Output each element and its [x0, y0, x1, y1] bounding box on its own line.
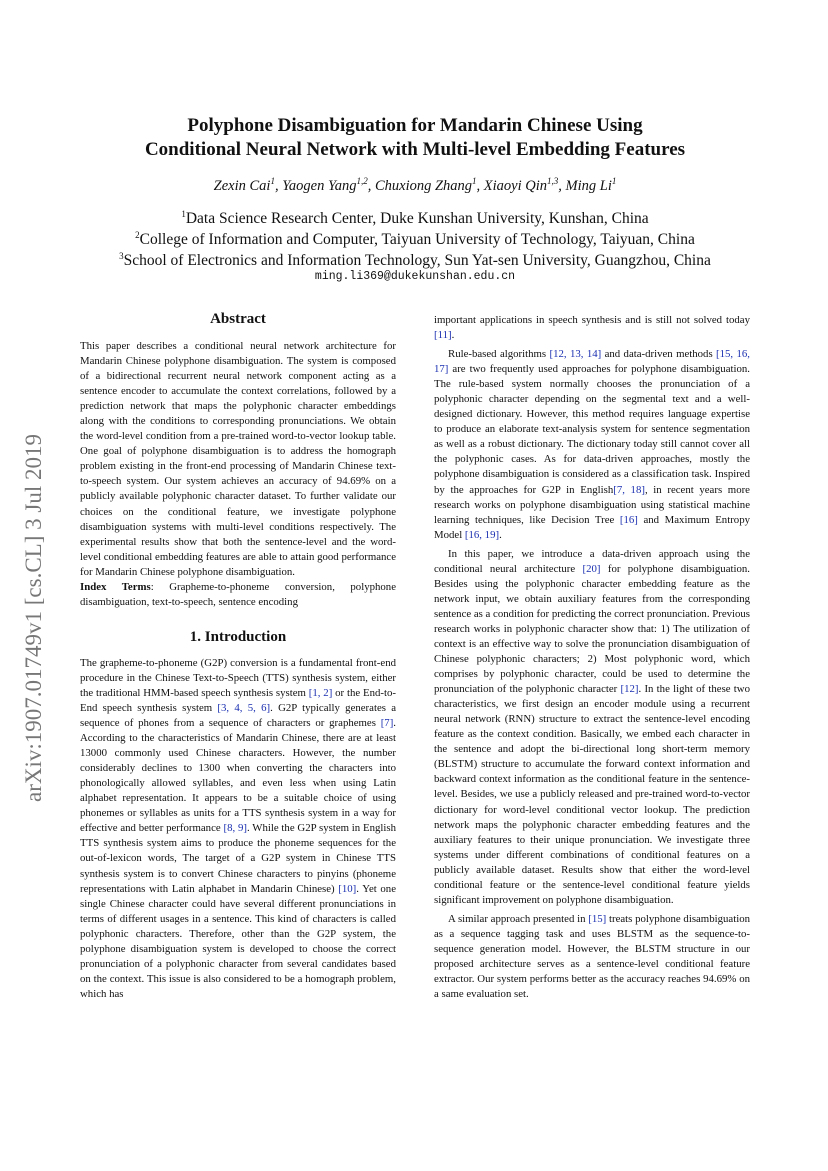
author: Chuxiong Zhang$^1$ — [374, 176, 477, 194]
intro-paragraph-2: Rule-based algorithms [12, 13, 14] and data-driven methods [15, 16, 17] are two frequently used approaches for polyphone disambiguation. The rule-based system normally chooses the pronunciation of a polyphonic character depending on the segmental text and a well-designed dictionary. However, this method requires language expertise to produce an elaborate text-analysis system for sentence segmentation as well as a robust dictionary. The dictionary today still cannot cover all the polyphonic cases. As for data-driven approaches, mostly the polyphone disambiguation is considered as a classification task. Inspired by the approaches for G2P in English[7, 18], in recent years more research works on polyphone disambiguation using statistical machine learning techniques, like Decision Tree [16] and Maximum Entropy Model [16, 19]. — [434, 348, 750, 541]
title-line-2: Conditional Neural Network with Multi-level Embedding Features — [144, 139, 686, 160]
contact-email: ming.li369@dukekunshan.edu.cn — [314, 270, 516, 283]
affiliation: $^3$School of Electronics and Information Technology, Sun Yat-sen University, Guangzhou, China — [119, 250, 711, 269]
index-terms-label: Index Terms — [80, 580, 151, 593]
citation-link[interactable]: [20] — [582, 562, 601, 575]
citation-link[interactable]: [7, 18] — [613, 483, 645, 496]
author: Ming Li$^1$ — [565, 176, 617, 194]
author: Yaogen Yang$^{1,2}$ — [282, 176, 368, 194]
introduction-heading: 1. Introduction — [189, 628, 287, 645]
citation-link[interactable]: [7] — [380, 717, 394, 730]
author-list: Zexin Cai$^1$, Yaogen Yang$^{1,2}$, Chuxiong Zhang$^1$, Xiaoyi Qin$^{1,3}$, Ming Li$^1$ — [213, 176, 617, 194]
citation-link[interactable]: [12] — [620, 683, 639, 696]
author: Zexin Cai$^1$ — [213, 176, 275, 194]
citation-link[interactable]: [15] — [588, 912, 607, 925]
author: Xiaoyi Qin$^{1,3}$ — [483, 176, 559, 194]
abstract-text: This paper describes a conditional neural network architecture for Mandarin Chinese polyphone disambiguation. The system is composed of a bidirectional recurrent neural network component acting as a sentence encoder to accumulate the context correlations, followed by a prediction network that maps the polyphonic character embeddings along with the conditions to corresponding pronunciations. We obtain the word-level condition from a pre-trained word-to-vector lookup table. One goal of polyphone disambiguation is to address the homograph problem existing in the front-end processing of Mandarin Chinese text-to-speech system. Our system achieves an accuracy of 94.69% on a publicly available polyphonic character dataset. To further validate our choices on the conditional feature, we investigate polyphone disambiguation systems with multi-level conditions respectively. The experimental results show that both the sentence-level and the word-level conditional embedding features are able to attain good performance for Mandarin Chinese polyphone disambiguation. — [80, 340, 396, 578]
citation-link[interactable]: [3, 4, 5, 6] — [217, 701, 271, 714]
index-terms — [80, 580, 396, 610]
affiliation: $^2$College of Information and Computer, Taiyuan University of Technology, Taiyuan, China — [135, 229, 695, 248]
citation-link[interactable]: [16] — [619, 513, 638, 526]
title-line-1: Polyphone Disambiguation for Mandarin Chinese Using — [187, 115, 643, 136]
citation-link[interactable]: [12, 13, 14] — [549, 348, 602, 361]
citation-link[interactable]: [16, 19] — [464, 528, 500, 541]
intro-paragraph-1: The grapheme-to-phoneme (G2P) conversion is a fundamental front-end procedure in the Chinese Text-to-Speech (TTS) synthesis system, either the traditional HMM-based speech synthesis system [1, 2] or the End-to-End speech synthesis system [3, 4, 5, 6]. G2P typically generates a sequence of phones from a sequence of characters or graphemes [7]. According to the characteristics of Mandarin Chinese, there are at least 13000 commonly used Chinese characters. However, the number considerably declines to 1300 when converting the characters into phonologically allowed syllables, and even less when using Latin alphabet representation. It appears to be a suitable choice of using phonemes or syllables as units for a TTS synthesis system in a way for effective and better performance [8, 9]. While the G2P system in English TTS synthesis system aims to produce the phoneme sequences for the out-of-lexicon words, The target of a G2P system in Chinese TTS synthesis system is to convert Chinese characters to pinyins (phoneme representations with Latin alphabet in Mandarin Chinese) [10]. Yet one single Chinese character could have several different pronunciations in terms of different usages in a sentence. This kind of characters is called polyphonic characters. Therefore, other than the G2P system, the polyphone disambiguation system is developed to choose the correct pronunciation of a polyphonic character from several candidates based on the context. This issue is also considered to be a homograph problem, which has — [80, 656, 396, 1000]
citation-link[interactable]: [8, 9] — [223, 822, 247, 835]
citation-link[interactable]: [10] — [338, 882, 357, 895]
intro-paragraph-3: In this paper, we introduce a data-driven approach using the conditional neural architecture [20] for polyphone disambiguation. Besides using the polyphonic character embedding feature as the network input, we obtain auxiliary features from the corresponding sentence as a condition for predicting the correct pronunciation. Previous research works in polyphonic character show that: 1) The utilization of context is an effective way to solve the pronunciation disambiguation of Chinese polyphonic characters; 2) Most polyphonic word, which comprises by polyphonic character, could be used to determine the pronunciation of the polyphonic character [12]. In the light of these two characteristics, we first design an encoder module using a recurrent neural network (RNN) structure to extract the sentence-level encoding feature as the context condition. Basically, we embed each character in the sentence and adopt the bi-directional long short-term memory (BLSTM) structure to accumulate the forward context information and backward context information as the conditional feature in the sentence-level. Besides, we use a publicly released and pre-trained word-to-vector dictionary for word-level conditional vector lookup. The prediction network maps the polyphonic character embedding features and the auxiliary features to their unique pronunciation. We investigate three systems under different combinations of conditional features on a publicly available dataset. Results show that either the word-level conditional feature or the sentence-level conditional feature yields significant improvement on polyphone disambiguation. — [434, 547, 751, 906]
paper-title — [90, 114, 740, 162]
right-column — [434, 313, 750, 1002]
abstract-heading: Abstract — [210, 311, 266, 327]
index-terms-text: : Grapheme-to-phoneme conversion, polyphone disambiguation, text-to-speech, sentence encoding — [80, 580, 396, 608]
citation-link[interactable]: [1, 2] — [308, 686, 333, 699]
intro-paragraph-1-continued: important applications in speech synthesis and is still not solved today [11]. — [434, 314, 750, 342]
intro-paragraph-4: A similar approach presented in [15] treats polyphone disambiguation as a sequence tagging task and uses BLSTM as the sequence-to-sequence generation model. However, the BLSTM structure in our proposed architecture serves as a sentence-level conditional feature extractor. Our system performs better as the accuracy reaches 94.69% on a same evaluation set. — [434, 912, 750, 1001]
affiliation: $^1$Data Science Research Center, Duke Kunshan University, Kunshan, China — [181, 208, 649, 227]
citation-link[interactable]: [11] — [434, 329, 452, 342]
citation-link[interactable]: [15, 16, 17] — [434, 348, 750, 376]
left-column — [80, 310, 396, 1002]
affiliation-list — [70, 208, 760, 271]
arxiv-stamp: arXiv:1907.01749v1 [cs.CL] 3 Jul 2019 — [21, 434, 46, 802]
